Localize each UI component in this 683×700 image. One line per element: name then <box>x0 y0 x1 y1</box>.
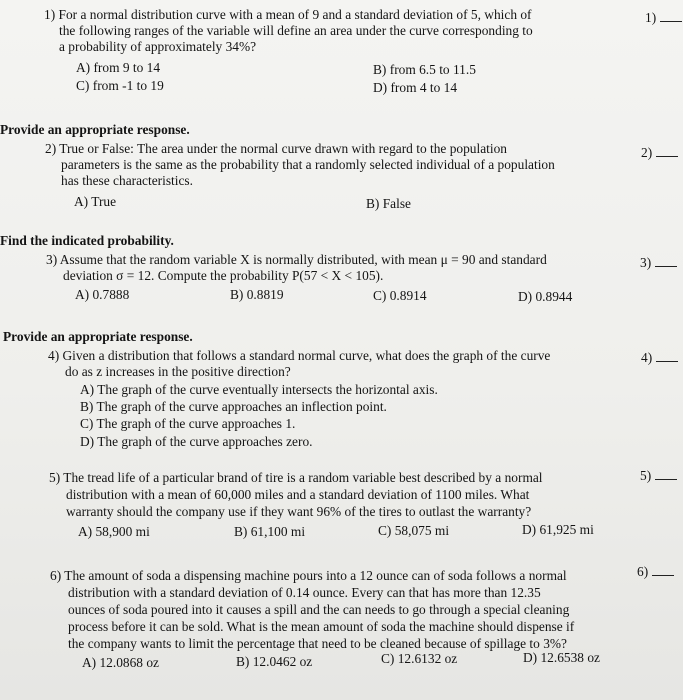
answer-blank-2[interactable] <box>656 146 678 157</box>
question-5-option-c: C) 58,075 mi <box>378 523 450 538</box>
answer-blank-5[interactable] <box>655 469 677 480</box>
question-2-option-b: B) False <box>366 196 412 211</box>
question-4-answer-slot <box>641 350 678 366</box>
section-heading-appropriate-response-1: Provide an appropriate response. <box>0 122 190 137</box>
question-1-line-3: a probability of approximately 34%? <box>59 39 257 54</box>
question-5-line-1: 5) The tread life of a particular brand of tire is a random variable best described by a normal <box>49 470 543 485</box>
question-1-option-d: D) from 4 to 14 <box>373 80 458 95</box>
question-6-line-3: ounces of soda poured into it causes a spill and the can needs to go through a special cleaning <box>68 602 570 617</box>
question-2-line-3: has these characteristics. <box>61 173 193 188</box>
question-5-answer-slot <box>640 468 677 484</box>
question-5-option-a: A) 58,900 mi <box>78 524 150 539</box>
answer-blank-1[interactable] <box>660 11 682 22</box>
question-3-option-a: A) 0.7888 <box>75 287 130 302</box>
answer-blank-6[interactable] <box>652 565 674 576</box>
question-6-line-5: the company wants to limit the percentage that need to be cleaned because of spillage to 3%? <box>68 636 567 651</box>
question-3-line-2: deviation σ = 12. Compute the probability P(57 < X < 105). <box>63 268 384 283</box>
question-2-option-a: A) True <box>74 194 117 209</box>
section-heading-indicated-probability: Find the indicated probability. <box>0 233 174 248</box>
question-6-option-d: D) 12.6538 oz <box>523 650 600 665</box>
question-3-option-d: D) 0.8944 <box>518 289 573 304</box>
question-1-option-a: A) from 9 to 14 <box>76 60 161 75</box>
question-5-number: 5) <box>640 468 652 483</box>
question-4-option-a: A) The graph of the curve eventually intersects the horizontal axis. <box>80 382 438 397</box>
question-6-option-c: C) 12.6132 oz <box>381 651 458 666</box>
question-4-option-c: C) The graph of the curve approaches 1. <box>80 416 296 431</box>
question-2-number: 2) <box>641 145 653 160</box>
question-6-number: 6) <box>637 564 649 579</box>
question-4-option-d: D) The graph of the curve approaches zero. <box>80 434 313 449</box>
question-1-number: 1) <box>645 10 657 25</box>
answer-blank-4[interactable] <box>656 351 678 362</box>
question-3-option-b: B) 0.8819 <box>230 287 284 302</box>
question-1-line-1: 1) For a normal distribution curve with a mean of 9 and a standard deviation of 5, which of <box>44 7 532 22</box>
question-5-option-d: D) 61,925 mi <box>522 522 594 537</box>
question-3-answer-slot <box>640 255 677 271</box>
question-1-answer-slot <box>645 10 682 26</box>
question-6-line-1: 6) The amount of soda a dispensing machine pours into a 12 ounce can of soda follows a normal <box>50 568 567 583</box>
question-6-option-b: B) 12.0462 oz <box>236 654 313 669</box>
question-4-line-2: do as z increases in the positive direction? <box>65 364 291 379</box>
question-2-line-2: parameters is the same as the probability that a randomly selected individual of a population <box>61 157 555 172</box>
question-2-answer-slot <box>641 145 678 161</box>
question-3-option-c: C) 0.8914 <box>373 288 427 303</box>
question-1-line-2: the following ranges of the variable will define an area under the curve corresponding to <box>59 23 533 38</box>
question-4-line-1: 4) Given a distribution that follows a standard normal curve, what does the graph of the curve <box>48 348 551 363</box>
question-5-option-b: B) 61,100 mi <box>234 524 306 539</box>
question-6-option-a: A) 12.0868 oz <box>82 655 159 670</box>
question-1-option-c: C) from -1 to 19 <box>76 78 164 93</box>
section-heading-appropriate-response-2: Provide an appropriate response. <box>3 329 193 344</box>
question-4-option-b: B) The graph of the curve approaches an inflection point. <box>80 399 387 414</box>
question-6-line-4: process before it can be sold. What is the mean amount of soda the machine should dispense if <box>68 619 575 634</box>
question-4-number: 4) <box>641 350 653 365</box>
question-6-line-2: distribution with a standard deviation of 0.14 ounce. Every can that has more than 12.35 <box>68 585 541 600</box>
question-5-line-2: distribution with a mean of 60,000 miles and a standard deviation of 1100 miles. What <box>66 487 530 502</box>
question-6-answer-slot <box>637 564 674 580</box>
question-5-line-3: warranty should the company use if they want 96% of the tires to outlast the warranty? <box>66 504 532 519</box>
answer-blank-3[interactable] <box>655 256 677 267</box>
question-1-option-b: B) from 6.5 to 11.5 <box>373 62 476 77</box>
question-3-number: 3) <box>640 255 652 270</box>
question-2-line-1: 2) True or False: The area under the normal curve drawn with regard to the population <box>45 141 507 156</box>
question-3-line-1: 3) Assume that the random variable X is normally distributed, with mean μ = 90 and standard <box>46 252 547 267</box>
